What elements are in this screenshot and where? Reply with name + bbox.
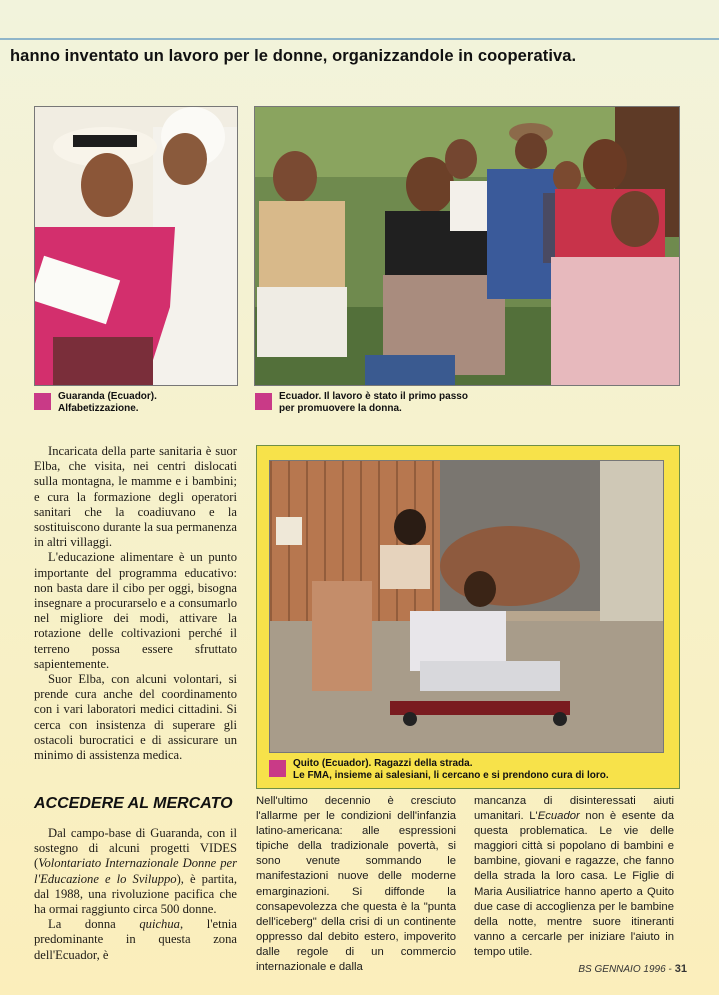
page-number: 31 [674,963,687,975]
paragraph: Suor Elba, con alcuni volontari, si prende cura anche del coordinamento con i vari laboratori medici cittadini. Si cerca con insistenza di superare gli ostacoli burocratici e di assicurare un minimo di assistenza medica. [34,672,237,763]
paragraph: Incaricata della parte sanitaria è suor Elba, che visita, nei centri dislocati sulla montagna, le mamme e i bambini; e cura la formazione degli operatori sanitari che la coadiuvano e la sostituiscono durante la sua permanenza in altri villaggi. [34,444,237,550]
left-column-text-2 [34,826,237,963]
caption-guaranda [34,391,234,417]
paragraph: La donna quichua, l'etnia predominante in questa zona dell'Ecuador, è [34,917,237,962]
section-title: ACCEDERE AL MERCATO [34,795,233,812]
caption-marker [255,393,272,410]
photo-women-knitting [254,106,680,386]
issue-label: BS GENNAIO 1996 - [578,964,672,975]
top-rule [0,38,719,40]
headline: hanno inventato un lavoro per le donne, organizzandole in cooperativa. [10,47,577,65]
right-column-text [474,794,674,960]
middle-column-text [256,794,456,975]
caption-marker [269,760,286,777]
photo-guaranda [34,106,238,386]
paragraph: L'educazione alimentare è un punto importante del programma educativo: non basta dare il cibo per oggi, bisogna insegnare a procurarselo e a consumarlo nel migliore dei modi, attivare la rotazione delle coltivazioni perché il terreno possa essere sfruttato sapientemente. [34,550,237,671]
paragraph: Dal campo-base di Guaranda, con il sostegno di alcuni progetti VIDES (Volontariato Internazionale Donne per l'Educazione e lo Sviluppo), è partita, dal 1988, una rivoluzione pacifica che ha ormai raggiunto circa 500 donne. [34,826,237,917]
caption-marker [34,393,51,410]
caption-women-text: Ecuador. Il lavoro è stato il primo passo per promuovere la donna. [279,391,468,414]
caption-women [255,391,675,417]
caption-street-boys [269,758,669,784]
page-footer [578,963,687,975]
left-column-text [34,444,237,763]
caption-guaranda-text: Guaranda (Ecuador). Alfabetizzazione. [58,391,157,414]
photo-street-boys [269,460,664,753]
paragraph: Nell'ultimo decennio è cresciuto l'allarme per le condizioni dell'infanzia latino-americana: alle espressioni tipiche della tradizionale povertà, si sono venute sommando le manifestazioni nuove delle moderne emarginazioni. Si diffonde la consapevolezza che questa è la "punta dell'iceberg" della crisi di un continente oppresso dal debito estero, impoverito dalle regole di un commercio internazionale e dalla [256,795,456,974]
paragraph: mancanza di disinteressati aiuti umanitari. L'Ecuador non è esente da questa problematica. Le vie delle maggiori città si popolano di bambini e bambine, giovani e ragazze, che fanno della strada la loro casa. Le Figlie di Maria Ausiliatrice hanno aperto a Quito due case di accoglienza per le bambine della notte, mentre suore itineranti vanno a cercarle per iniziare l'aiuto in tempo utile. [474,795,675,958]
caption-street-boys-text: Quito (Ecuador). Ragazzi della strada. Le FMA, insieme ai salesiani, li cercano e si prendono cura di loro. [293,758,609,781]
